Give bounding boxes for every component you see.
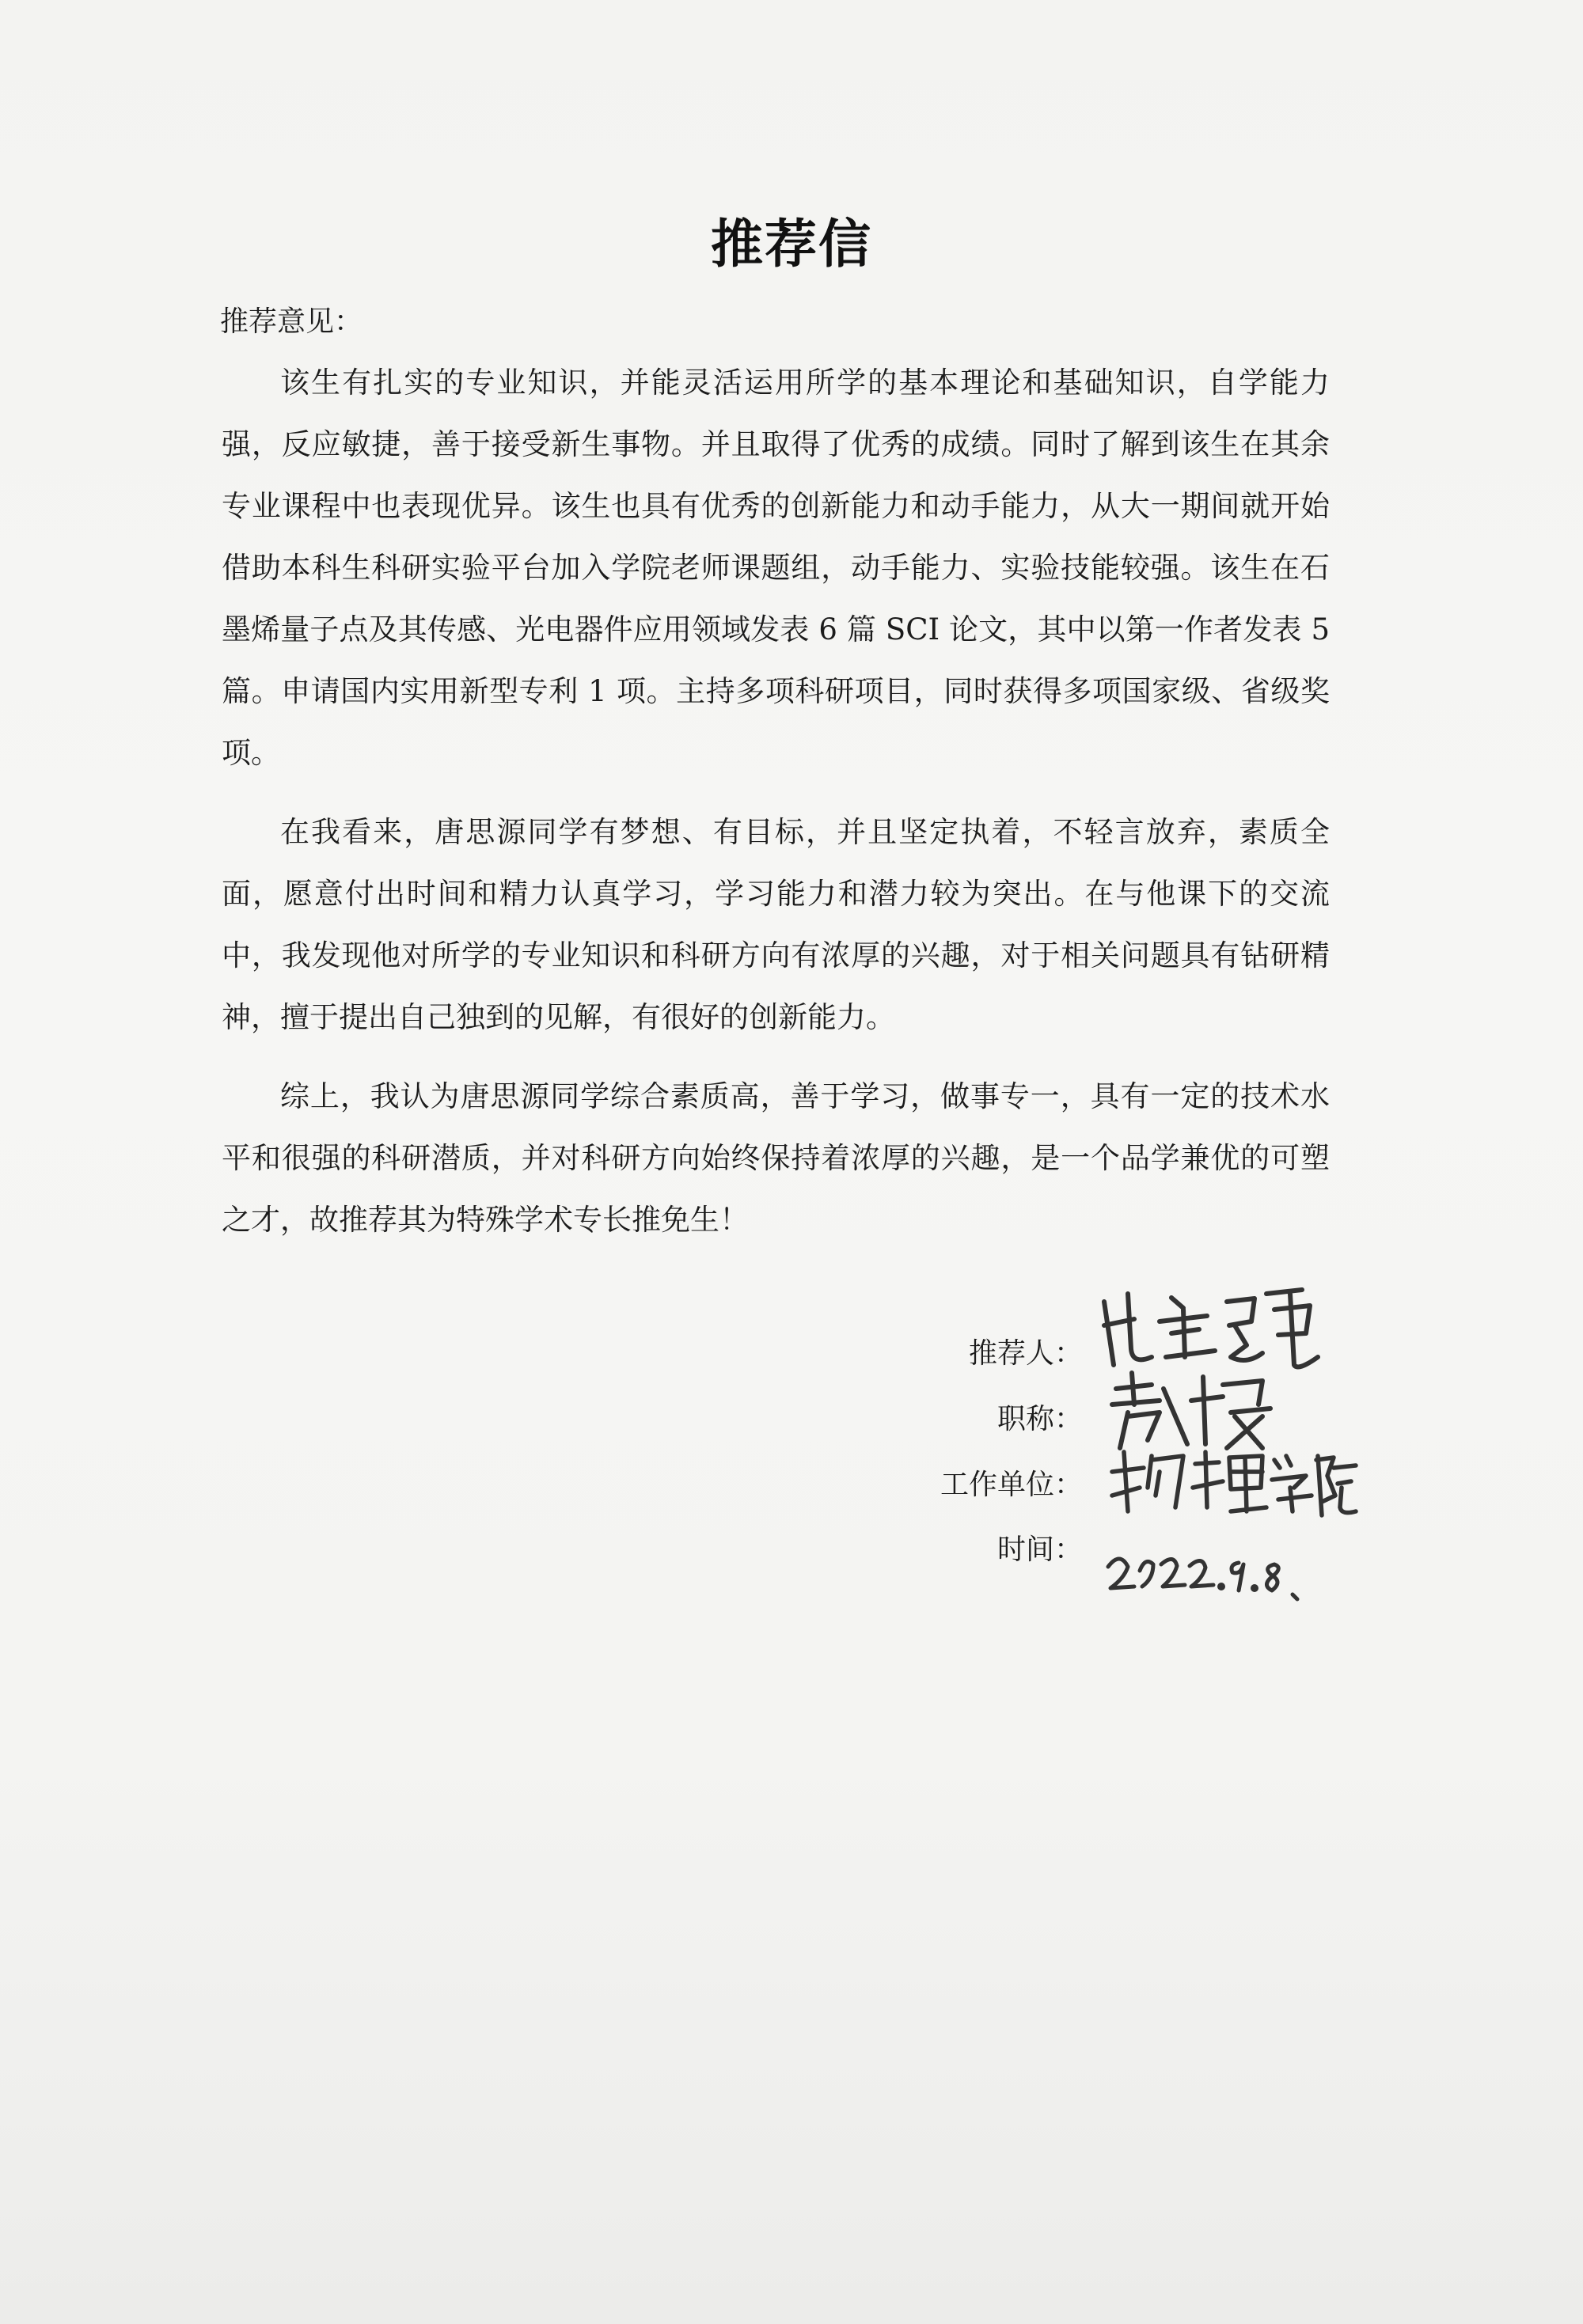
recommender-label: 推荐人：	[968, 1337, 1083, 1370]
paragraph-3	[222, 1066, 1330, 1251]
paragraph-2-text: 在我看来，唐思源同学有梦想、有目标，并且坚定执着，不轻言放弃，素质全面，愿意付出时间和精力认真学习，学习能力和潜力较为突出。在与他课下的交流中，我发现他对所学的专业知识和科研方向有浓厚的兴趣，对于相关问题具有钻研精神，擅于提出自己独到的见解，有很好的创新能力。	[222, 815, 1330, 1034]
paragraph-1	[222, 352, 1330, 784]
work-unit-label: 工作单位：	[940, 1469, 1083, 1501]
work-unit-handwriting	[1104, 1440, 1357, 1522]
recommender-signature	[1096, 1278, 1326, 1376]
date-label: 时间：	[996, 1534, 1083, 1566]
paragraph-1-text: 该生有扎实的专业知识，并能灵活运用所学的基本理论和基础知识，自学能力强，反应敏捷，善于接受新生事物。并且取得了优秀的成绩。同时了解到该生在其余专业课程中也表现优异。该生也具有优秀的创新能力和动手能力，从大一期间就开始借助本科生科研实验平台加入学院老师课题组，动手能力、实验技能较强。该生在石墨烯量子点及其传感、光电器件应用领域发表 6 篇 SCI 论文，其中以第一作者发表 5 篇。申请国内实用新型专利 1 项。主持多项科研项目，同时获得多项国家级、省级奖项。	[222, 366, 1330, 770]
job-title-label: 职称：	[996, 1403, 1083, 1435]
date-handwriting	[1104, 1547, 1310, 1606]
letter-title: 推荐信	[711, 214, 872, 275]
paragraph-2	[222, 802, 1330, 1048]
paragraph-3-text: 综上，我认为唐思源同学综合素质高，善于学习，做事专一，具有一定的技术水平和很强的科研潜质，并对科研方向始终保持着浓厚的兴趣，是一个品学兼优的可塑之才，故推荐其为特殊学术专长推免生！	[222, 1079, 1330, 1237]
recommendation-label: 推荐意见：	[220, 305, 363, 338]
